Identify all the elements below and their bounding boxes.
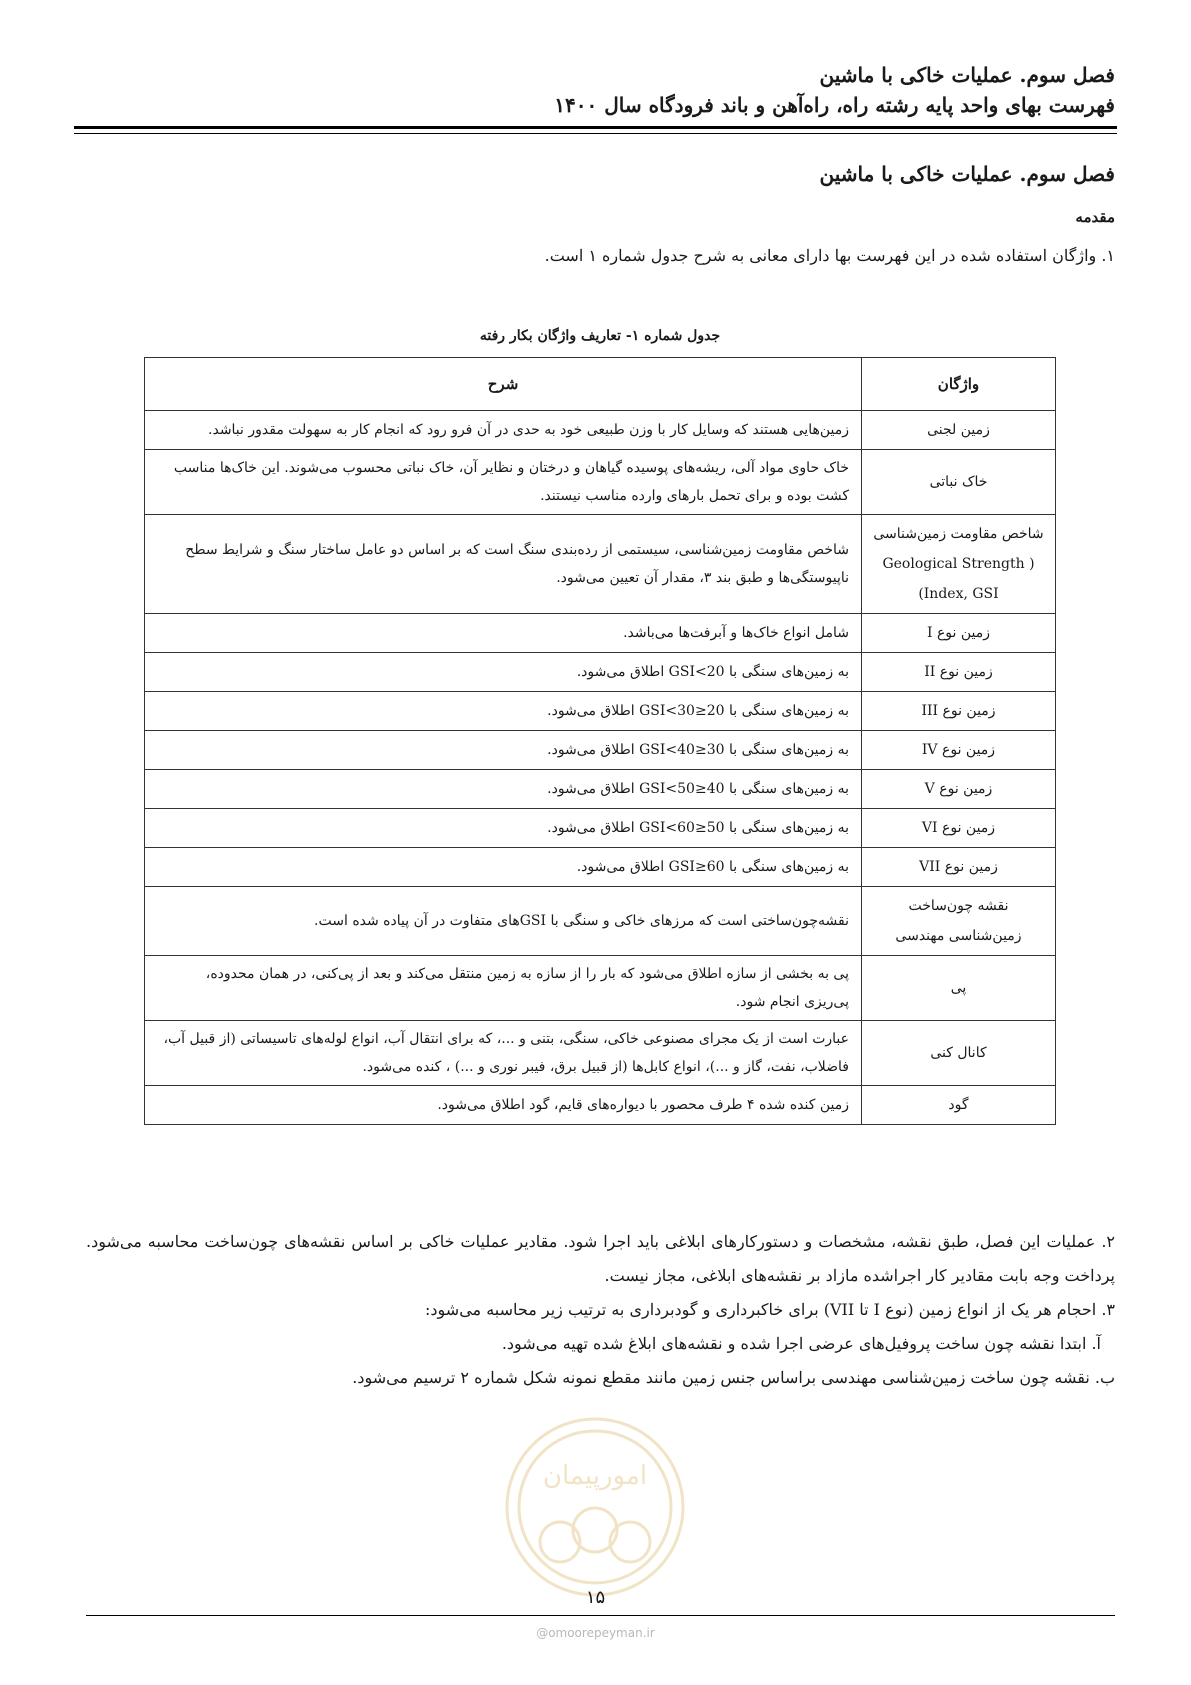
header-document-title: فهرست بهای واحد پایه رشته راه، راه‌آهن و باند فرودگاه سال ۱۴۰۰: [554, 93, 1115, 117]
table-header-row: [145, 358, 1056, 411]
description-cell: زمین‌هایی هستند که وسایل کار با وزن طبیعی خود به حدی در آن فرو رود که انجام کار به سهولت مقدور نباشد.: [145, 411, 862, 450]
table-row: [145, 809, 1056, 848]
description-cell: خاک حاوی مواد آلی، ریشه‌های پوسیده گیاهان و درختان و نظایر آن، خاک نباتی محسوب می‌شوند. این خاک‌ها مناسب کشت بوده و برای تحمل بارهای وارده مناسب نیستند.: [145, 450, 862, 515]
description-cell: به زمین‌های سنگی با 30≤GSI<40 اطلاق می‌شود.: [145, 731, 862, 770]
table-row: [145, 956, 1056, 1021]
description-cell: به زمین‌های سنگی با 20≤GSI<30 اطلاق می‌شود.: [145, 692, 862, 731]
description-cell: نقشه‌چون‌ساختی است که مرزهای خاکی و سنگی با GSIهای متفاوت در آن پیاده شده است.: [145, 887, 862, 956]
table-caption: جدول شماره ۱- تعاریف واژگان بکار رفته: [479, 328, 721, 344]
definitions-table: [144, 357, 1056, 1125]
column-header-term: واژگان: [862, 358, 1056, 411]
table-row: [145, 887, 1056, 956]
term-cell: نقشه چون‌ساخت زمین‌شناسی مهندسی: [862, 887, 1056, 956]
description-cell: به زمین‌های سنگی با GSI<20 اطلاق می‌شود.: [145, 653, 862, 692]
table-row: [145, 411, 1056, 450]
term-cell: زمین نوع VI: [862, 809, 1056, 848]
term-cell: خاک نباتی: [862, 450, 1056, 515]
watermark-text: امورپیمان: [542, 1461, 648, 1491]
term-cell: پی: [862, 956, 1056, 1021]
paragraph-2: ۲. عملیات این فصل، طبق نقشه، مشخصات و دستورکارهای ابلاغی باید اجرا شود. مقادیر عملیات خاکی بر اساس نقشه‌های چون‌ساخت محاسبه می‌شود. پرداخت وجه بابت مقادیر کار اجراشده مازاد بر نقشه‌های ابلاغی، مجاز نیست.: [86, 1232, 1115, 1285]
running-header: [554, 60, 1115, 120]
term-cell: گود: [862, 1086, 1056, 1125]
term-cell: زمین نوع II: [862, 653, 1056, 692]
term-cell: زمین نوع III: [862, 692, 1056, 731]
term-cell: زمین نوع VII: [862, 848, 1056, 887]
table-row: [145, 692, 1056, 731]
table-row: [145, 1021, 1056, 1086]
term-cell: زمین نوع IV: [862, 731, 1056, 770]
paragraph-1: ۱. واژگان استفاده شده در این فهرست بها دارای معانی به شرح جدول شماره ۱ است.: [544, 246, 1115, 265]
table-row: [145, 614, 1056, 653]
description-cell: شاخص مقاومت زمین‌شناسی، سیستمی از رده‌بندی سنگ است که بر اساس دو عامل ساختار سنگ و شرایط سطح ناپیوستگی‌ها و طبق بند ۳، مقدار آن تعیین می‌شود.: [145, 515, 862, 614]
term-cell: زمین نوع I: [862, 614, 1056, 653]
page-number: ۱۵: [585, 1587, 606, 1608]
section-title: فصل سوم. عملیات خاکی با ماشین: [819, 162, 1115, 186]
column-header-description: شرح: [145, 358, 862, 411]
term-cell: زمین لجنی: [862, 411, 1056, 450]
term-cell: شاخص مقاومت زمین‌شناسی ( Geological Strength Index, GSI): [862, 515, 1056, 614]
table-row: [145, 450, 1056, 515]
section-subtitle: مقدمه: [1075, 208, 1115, 226]
term-cell: زمین نوع V: [862, 770, 1056, 809]
table-row: [145, 653, 1056, 692]
table-row: [145, 1086, 1056, 1125]
header-rule-thin: [74, 133, 1117, 134]
table-body: [145, 411, 1056, 1125]
footer-site-watermark: @omoorepeyman.ir: [536, 1626, 655, 1640]
description-cell: به زمین‌های سنگی با 60≤GSI اطلاق می‌شود.: [145, 848, 862, 887]
header-rule-thick: [74, 126, 1117, 129]
paragraph-3: ۳. احجام هر یک از انواع زمین (نوع I تا VII) برای خاکبرداری و گودبرداری به ترتیب زیر محاسبه می‌شود:: [425, 1300, 1115, 1319]
table-row: [145, 770, 1056, 809]
table-row: [145, 848, 1056, 887]
description-cell: شامل انواع خاک‌ها و آبرفت‌ها می‌باشد.: [145, 614, 862, 653]
description-cell: به زمین‌های سنگی با 50≤GSI<60 اطلاق می‌شود.: [145, 809, 862, 848]
description-cell: زمین کنده شده ۴ طرف محصور با دیواره‌های قایم، گود اطلاق می‌شود.: [145, 1086, 862, 1125]
footer-rule: [86, 1615, 1115, 1616]
table-row: [145, 731, 1056, 770]
term-cell: کانال کنی: [862, 1021, 1056, 1086]
gear-seal-icon: [500, 1412, 690, 1602]
description-cell: عبارت است از یک مجرای مصنوعی خاکی، سنگی، بتنی و ...، که برای انتقال آب، انواع لوله‌های تاسیساتی (از قبیل آب، فاضلاب، نفت، گاز و ...)، انواع کابل‌ها (از قبیل برق، فیبر نوری و ...) ، کنده می‌شود.: [145, 1021, 862, 1086]
header-chapter-title: فصل سوم. عملیات خاکی با ماشین: [819, 63, 1115, 87]
body-text: [86, 1225, 1115, 1395]
paragraph-3a: آ. ابتدا نقشه چون ساخت پروفیل‌های عرضی اجرا شده و نقشه‌های ابلاغ شده تهیه می‌شود.: [501, 1334, 1101, 1353]
description-cell: به زمین‌های سنگی با 40≤GSI<50 اطلاق می‌شود.: [145, 770, 862, 809]
description-cell: پی به بخشی از سازه اطلاق می‌شود که بار را از سازه به زمین منتقل می‌کند و بعد از پی‌کنی، در همان محدوده، پی‌ریزی انجام شود.: [145, 956, 862, 1021]
table-row: [145, 515, 1056, 614]
paragraph-3b: ب. نقشه چون ساخت زمین‌شناسی مهندسی براساس جنس زمین مانند مقطع نمونه شکل شماره ۲ ترسیم می‌شود.: [352, 1368, 1115, 1387]
